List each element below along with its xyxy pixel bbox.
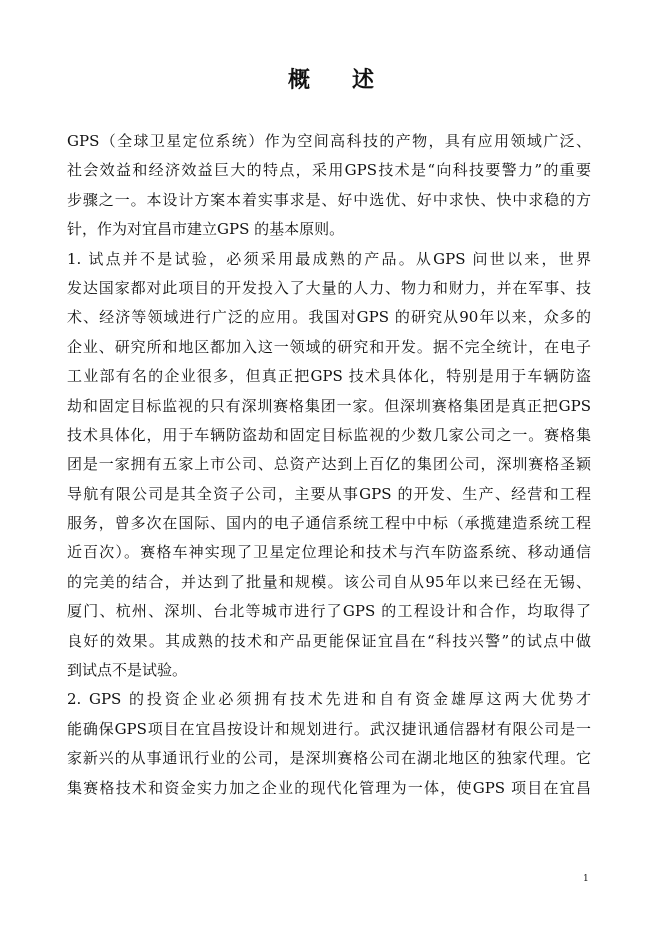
text-line: 导航有限公司是其全资子公司，主要从事GPS 的开发、生产、经营和工程	[67, 484, 591, 503]
text-line: 针，作为对宜昌市建立GPS 的基本原则。	[67, 220, 345, 239]
text-line: 服务，曾多次在国际、国内的电子通信系统工程中中标（承揽建造系统工程	[67, 514, 591, 533]
text-line: 社会效益和经济效益巨大的特点，采用GPS技术是“向科技要警力”的重要	[67, 161, 591, 180]
text-line: 企业、研究所和地区都加入这一领域的研究和开发。据不完全统计，在电子	[67, 337, 591, 356]
page-number: 1	[583, 874, 589, 884]
text-line: 团是一家拥有五家上市公司、总资产达到上百亿的集团公司，深圳赛格圣颖	[67, 455, 591, 474]
page-title-char-1: 概	[287, 67, 310, 93]
text-line: 术、经济等领域进行广泛的应用。我国对GPS 的研究从90年以来，众多的	[67, 308, 591, 327]
text-line: 步骤之一。本设计方案本着实事求是、好中选优、好中求快、快中求稳的方	[67, 190, 591, 209]
page-title	[0, 64, 662, 96]
text-line: 能确保GPS项目在宜昌按设计和规划进行。武汉捷讯通信器材有限公司是一	[67, 719, 591, 738]
text-line: 近百次）。赛格车神实现了卫星定位理论和技术与汽车防盗系统、移动通信	[67, 543, 591, 562]
text-line: 技术具体化，用于车辆防盗劫和固定目标监视的少数几家公司之一。赛格集	[67, 425, 591, 444]
text-line: 家新兴的从事通讯行业的公司，是深圳赛格公司在湖北地区的独家代理。它	[67, 749, 591, 768]
text-line: 良好的效果。其成熟的技术和产品更能保证宜昌在“科技兴警”的试点中做	[67, 631, 591, 650]
text-line: GPS（全球卫星定位系统）作为空间高科技的产物，具有应用领域广泛、	[67, 132, 591, 150]
paragraph-point-1	[67, 245, 591, 686]
body-text	[67, 127, 591, 803]
text-line: 工业部有名的企业很多，但真正把GPS 技术具体化，特别是用于车辆防盗	[67, 367, 591, 386]
text-line: 劫和固定目标监视的只有深圳赛格集团一家。但深圳赛格集团是真正把GPS	[67, 396, 591, 415]
text-line: 发达国家都对此项目的开发投入了大量的人力、物力和财力，并在军事、技	[67, 278, 591, 297]
text-line: 1. 试点并不是试验，必须采用最成熟的产品。从GPS 问世以来，世界	[67, 249, 591, 268]
text-line: 厦门、杭州、深圳、台北等城市进行了GPS 的工程设计和合作，均取得了	[67, 602, 591, 621]
page-title-char-2: 述	[352, 67, 375, 93]
text-line: 集赛格技术和资金实力加之企业的现代化管理为一体，使GPS 项目在宜昌	[67, 778, 591, 797]
text-line: 的完美的结合，并达到了批量和规模。该公司自从95年以来已经在无锡、	[67, 572, 591, 591]
text-line: 2. GPS 的投资企业必须拥有技术先进和自有资金雄厚这两大优势才	[67, 690, 591, 709]
text-line: 到试点不是试验。	[67, 661, 188, 680]
paragraph-point-2	[67, 685, 591, 803]
paragraph-intro	[67, 127, 591, 245]
